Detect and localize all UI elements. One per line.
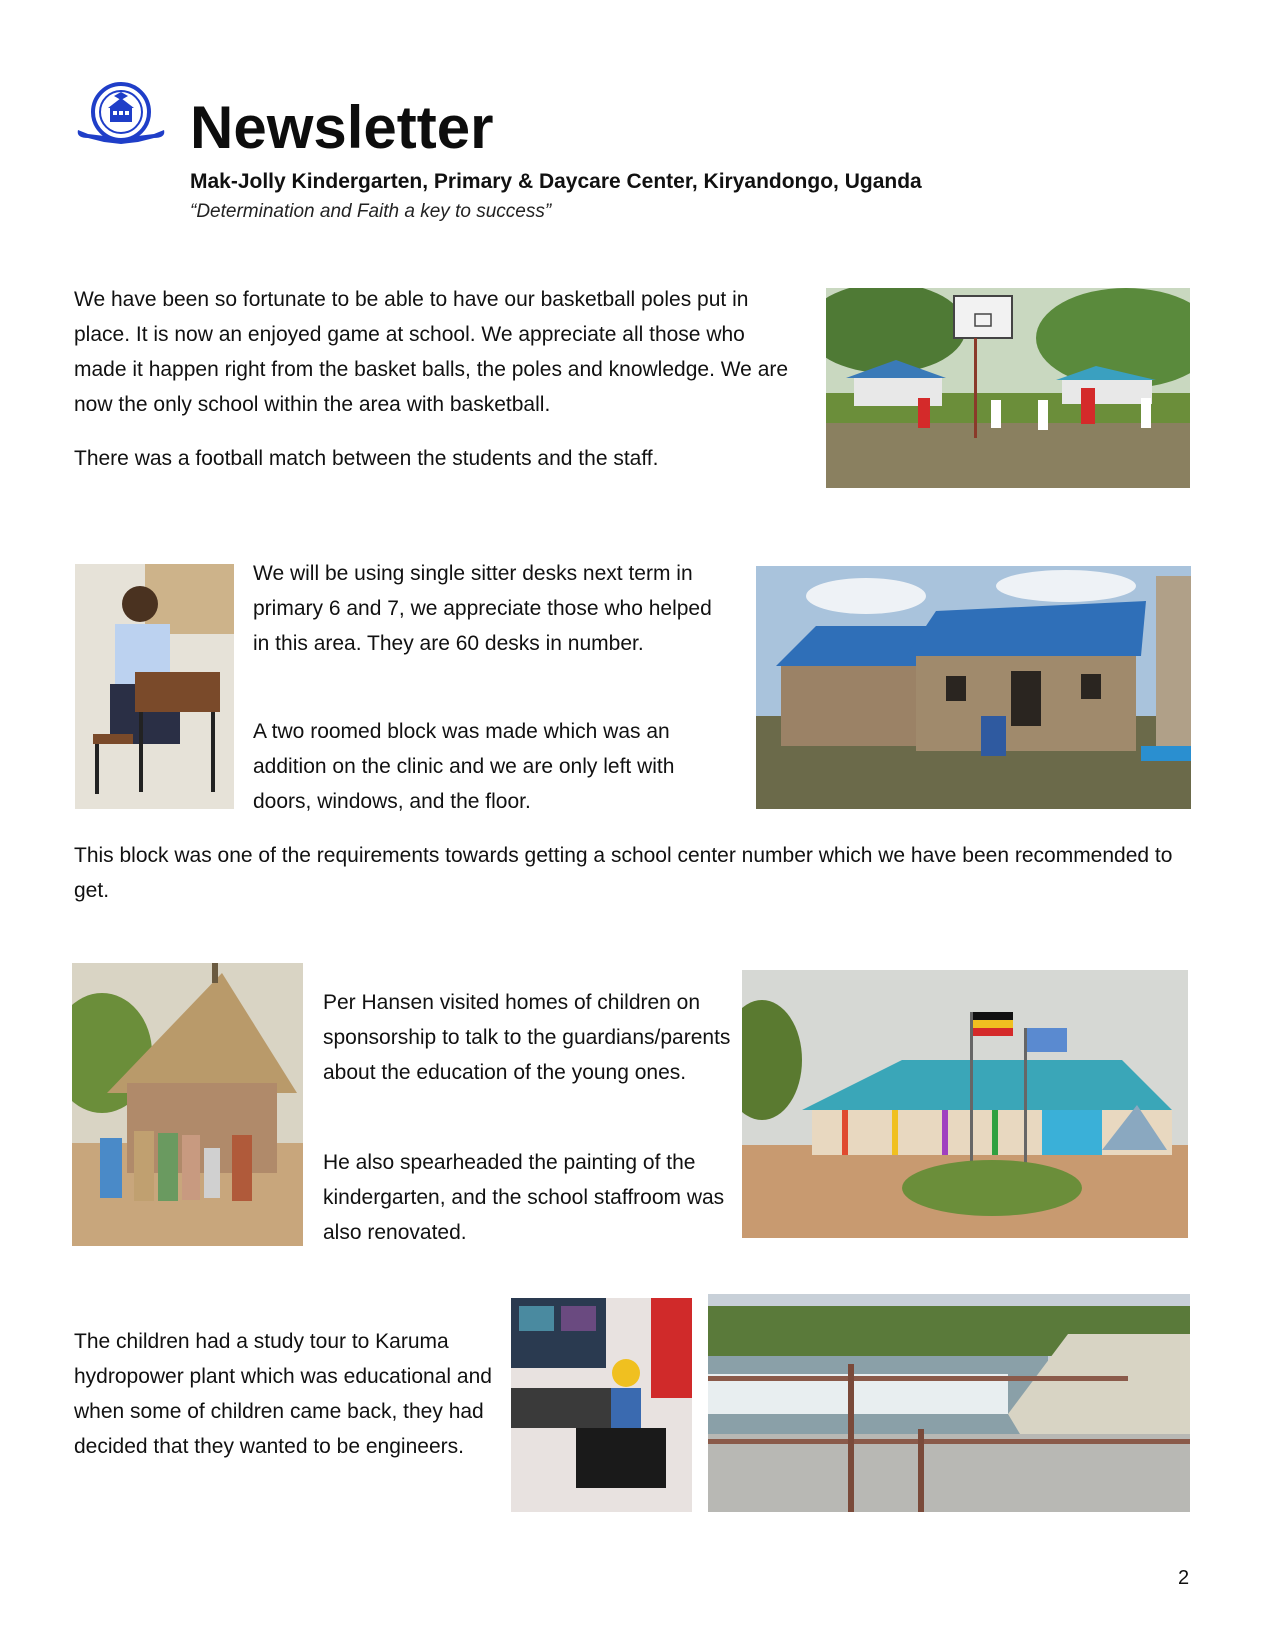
school-logo — [74, 78, 168, 150]
hut-children-photo — [72, 963, 303, 1246]
page-title: Newsletter — [190, 94, 494, 161]
clinic-block-photo — [756, 566, 1191, 809]
paragraph-desks: We will be using single sitter desks next term in primary 6 and 7, we appreciate those who helped in this area. They are 60 desks in number. — [253, 562, 712, 655]
paragraph-basketball: We have been so fortunate to be able to have our basketball poles put in place. It is now an enjoyed game at school. We appreciate all those who made it happen right from the basket balls, the poles and knowledge. We are now the only school within the area with basketball. — [74, 288, 789, 416]
control-room-photo — [511, 1298, 692, 1512]
desk-student-photo — [75, 564, 234, 809]
page-number: 2 — [1178, 1567, 1190, 1589]
paragraph-block: A two roomed block was made which was an addition on the clinic and we are only left with doors, windows, and the floor. — [253, 720, 675, 813]
paragraph-center-number: This block was one of the requirements towards getting a school center number which we have been recommended to get. — [74, 844, 1173, 902]
paragraph-football: There was a football match between the students and the staff. — [74, 447, 659, 470]
paragraph-study-tour: The children had a study tour to Karuma hydropower plant which was educational and when some of children came back, they had decided that they wanted to be engineers. — [74, 1330, 492, 1458]
school-name: Mak-Jolly Kindergarten, Primary & Daycare Center, Kiryandongo, Uganda — [190, 170, 922, 193]
paragraph-painting: He also spearheaded the painting of the kindergarten, and the school staffroom was also renovated. — [323, 1151, 725, 1244]
school-motto: “Determination and Faith a key to success” — [190, 201, 552, 222]
karuma-dam-photo — [708, 1294, 1190, 1512]
basketball-photo — [826, 288, 1190, 488]
kindergarten-photo — [742, 970, 1188, 1238]
paragraph-visit: Per Hansen visited homes of children on sponsorship to talk to the guardians/parents about the education of the young ones. — [323, 991, 731, 1084]
